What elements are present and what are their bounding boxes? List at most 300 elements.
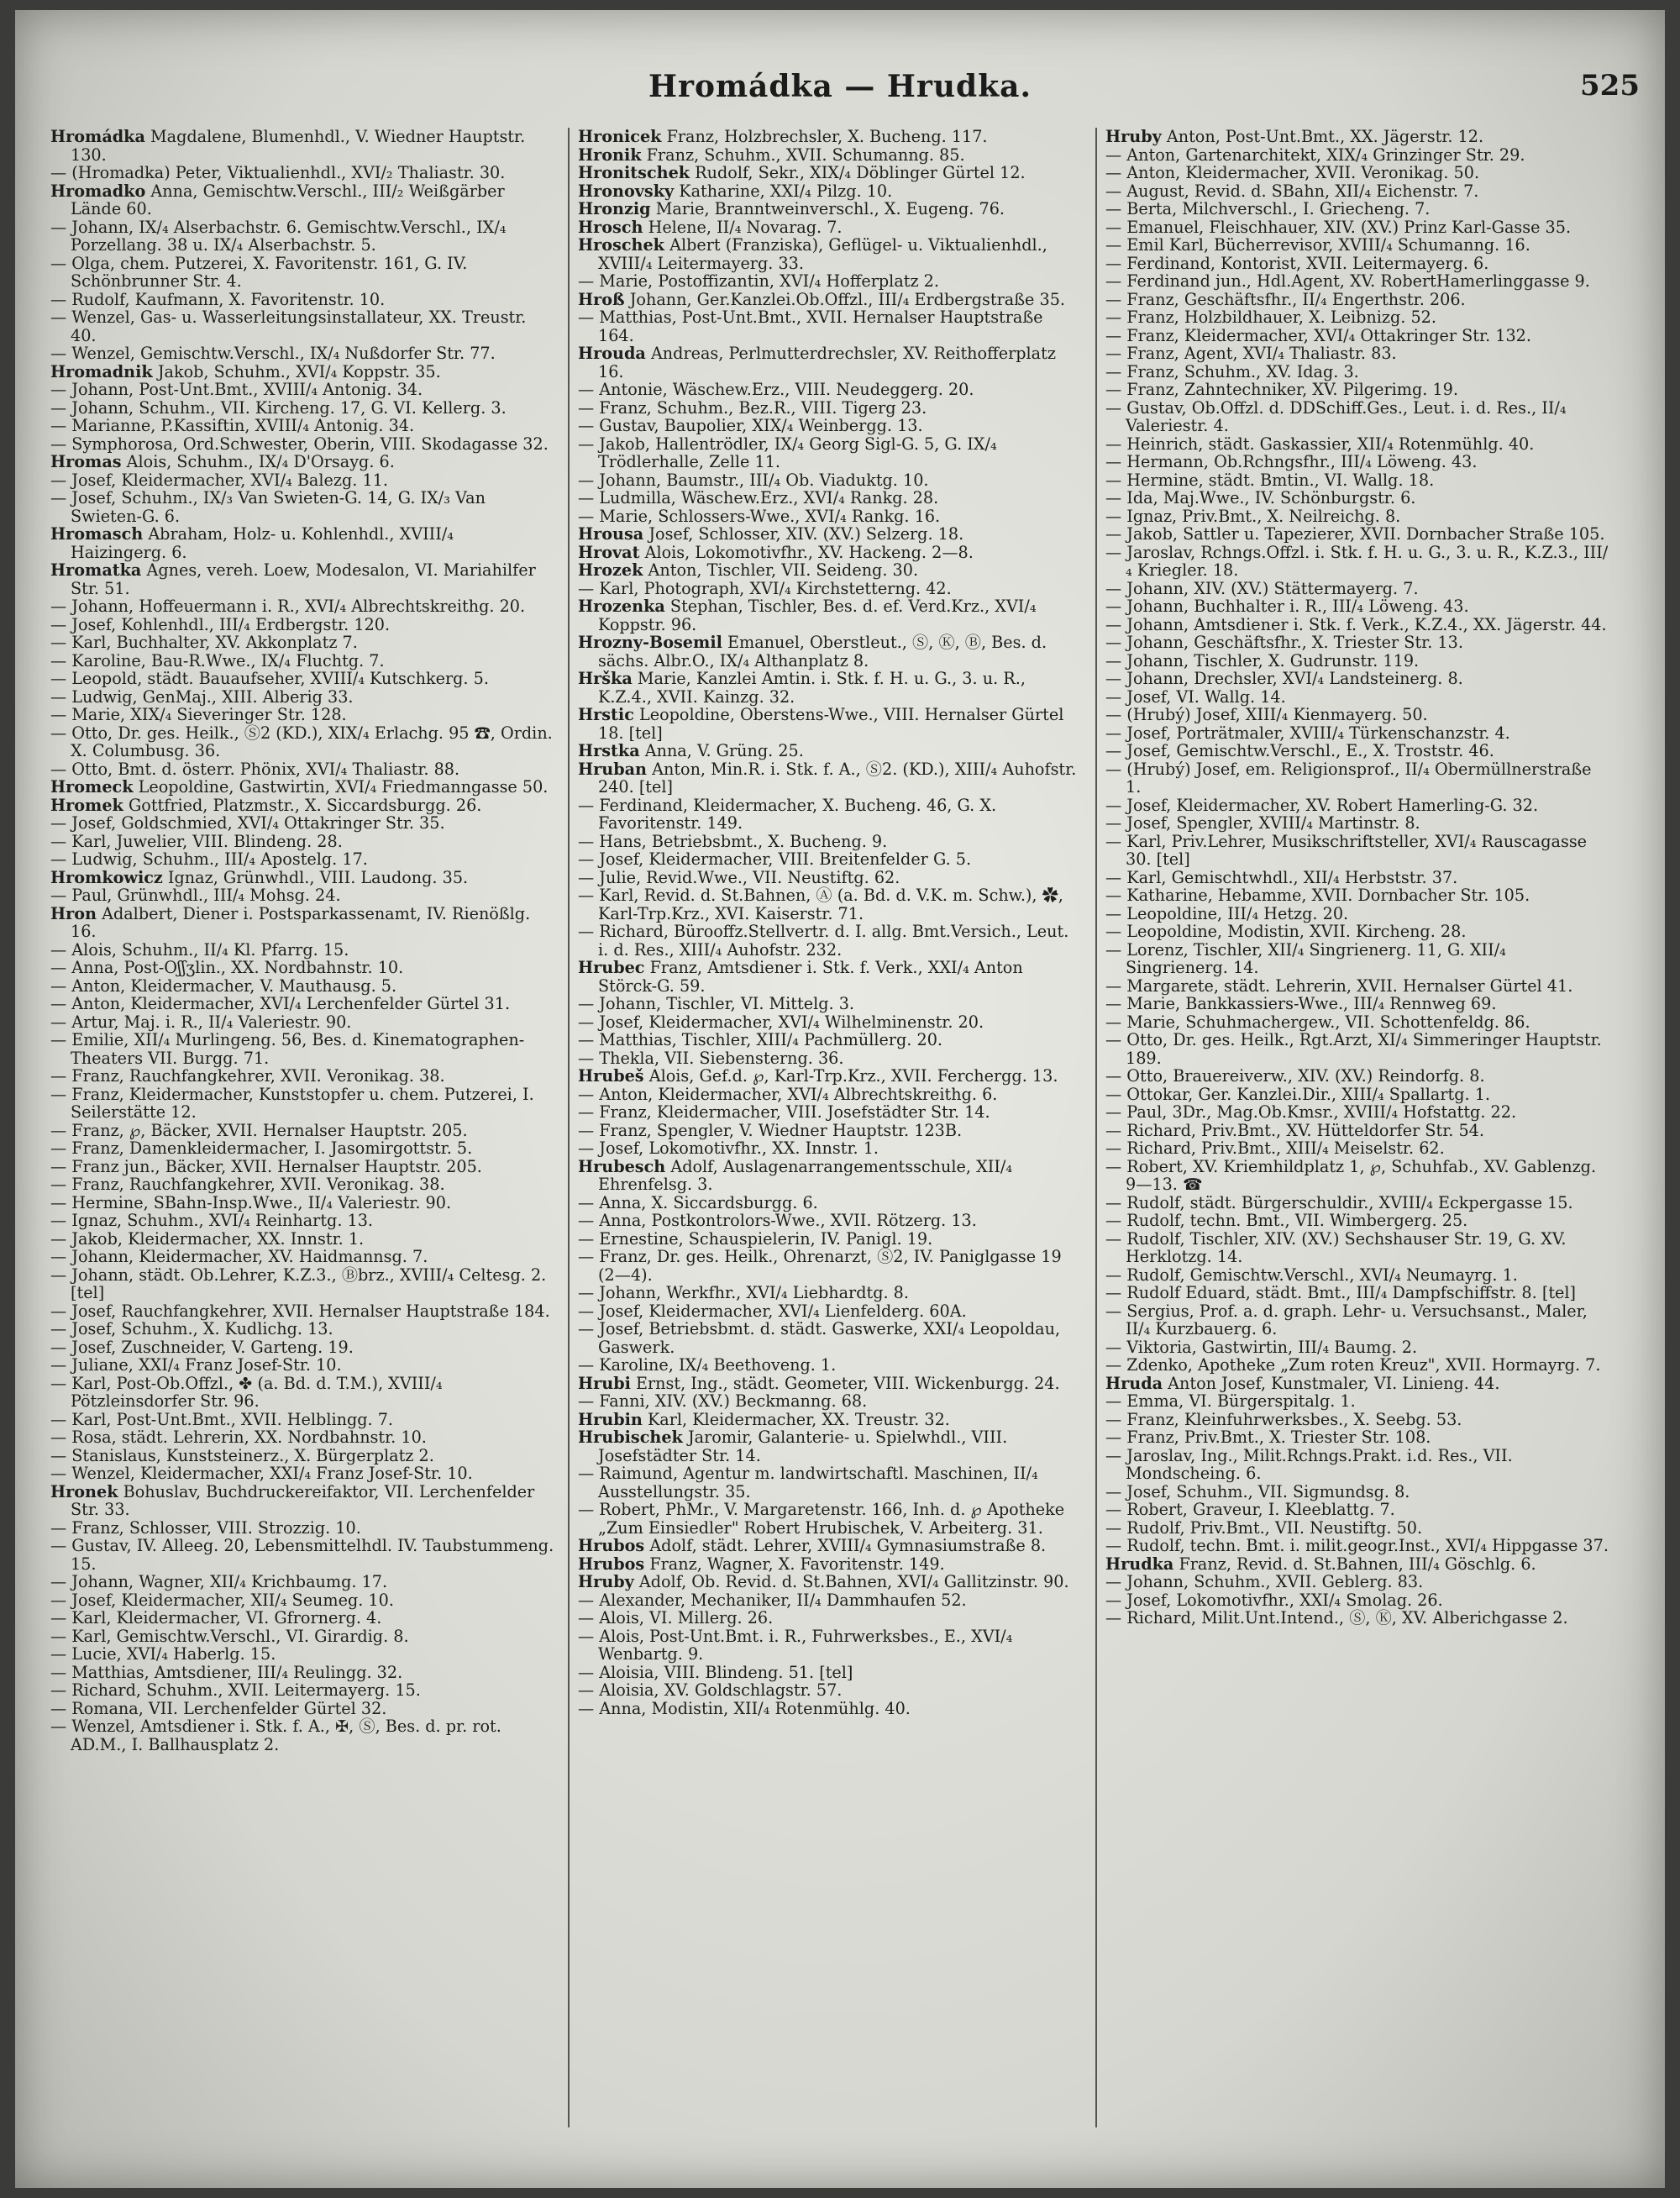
entry-details: Anna, Gemischtw.Verschl., III/₂ Weißgärber Lände 60.	[71, 181, 505, 218]
directory-entry	[578, 435, 1082, 471]
directory-entry	[1105, 580, 1609, 598]
directory-entry	[578, 471, 1082, 490]
directory-entry	[578, 1158, 1082, 1194]
directory-entry	[1105, 1212, 1609, 1230]
entry-details: — Josef, Kleidermacher, XVI/₄ Lienfelderg. 60A.	[578, 1301, 967, 1321]
directory-entry	[1105, 706, 1609, 724]
directory-entry	[578, 291, 1082, 309]
directory-entry	[50, 1067, 554, 1086]
directory-entry	[578, 128, 1082, 146]
entry-details: — Antonie, Wäschew.Erz., VIII. Neudeggerg. 20.	[578, 380, 974, 399]
directory-entry	[50, 1194, 554, 1212]
entry-details: — Franz, Schuhm., XV. Idag. 3.	[1105, 361, 1359, 381]
entry-details: — Johann, Drechsler, XVI/₄ Landsteinerg. 8.	[1105, 669, 1463, 688]
entry-details: — Marianne, P.Kassiftin, XVIII/₄ Antonig. 34.	[50, 416, 415, 435]
entry-details: — Gustav, Baupolier, XIX/₄ Weinbergg. 13.	[578, 416, 923, 435]
entry-details: Rudolf, Sekr., XIX/₄ Döblinger Gürtel 12.	[690, 163, 1026, 182]
directory-entry	[1105, 218, 1609, 237]
entry-details: Ernst, Ing., städt. Geometer, VIII. Wickenburgg. 24.	[630, 1373, 1060, 1393]
directory-entry	[1105, 1411, 1609, 1429]
directory-entry	[50, 218, 554, 255]
directory-entry	[50, 164, 554, 182]
entry-surname: Hrudka	[1105, 1554, 1174, 1574]
entry-details: — Karl, Kleidermacher, VI. Gfrornerg. 4.	[50, 1608, 382, 1627]
entry-details: — Franz jun., Bäcker, XVII. Hernalser Hauptstr. 205.	[50, 1156, 482, 1176]
entry-details: — Josef, Lokomotivfhr., XX. Innstr. 1.	[578, 1138, 879, 1158]
directory-entry	[1105, 544, 1609, 580]
entry-details: Marie, Kanzlei Amtin. i. Stk. f. H. u. G., 3. u. R., K.Z.4., XVII. Kainzg. 32.	[598, 669, 1026, 707]
entry-details: Franz, Amtsdiener i. Stk. f. Verk., XXI/₄ Anton Störck-G. 59.	[598, 958, 1023, 996]
directory-entry	[50, 1230, 554, 1249]
entry-details: — Richard, Bürooffz.Stellvertr. d. I. allg. Bmt.Versich., Leut. i. d. Res., XIII/₄ Auhofstr. 232.	[578, 922, 1069, 960]
directory-entry	[578, 1302, 1082, 1321]
directory-entry	[50, 561, 554, 597]
entry-details: — Rudolf, techn. Bmt., VII. Wimbergerg. 25.	[1105, 1211, 1468, 1230]
directory-entry	[578, 760, 1082, 797]
directory-entry	[578, 1284, 1082, 1302]
entry-details: Anna, V. Grüng. 25.	[639, 741, 804, 760]
entry-details: — Gustav, IV. Alleeg. 20, Lebensmittelhdl. IV. Taubstummeng. 15.	[50, 1536, 554, 1574]
directory-entry	[1105, 507, 1609, 526]
directory-entry	[50, 1375, 554, 1411]
entry-details: — Thekla, VII. Siebensterng. 36.	[578, 1048, 844, 1068]
directory-entry	[1105, 1194, 1609, 1212]
entry-surname: Hrubischek	[578, 1428, 683, 1447]
entry-details: — Karl, Gemischtwhdl., XII/₄ Herbststr. 37.	[1105, 867, 1458, 887]
entry-surname: Hronzig	[578, 199, 651, 218]
entry-surname: Hron	[50, 903, 97, 923]
directory-entry	[1105, 399, 1609, 435]
entry-details: Adolf, Ob. Revid. d. St.Bahnen, XVI/₄ Gallitzinstr. 90.	[633, 1572, 1069, 1591]
entry-details: — Ferdinand, Kontorist, XVII. Leitermayerg. 6.	[1105, 253, 1489, 273]
entry-details: — Jakob, Kleidermacher, XX. Innstr. 1.	[50, 1228, 365, 1249]
directory-entry	[578, 1194, 1082, 1212]
directory-entry	[578, 308, 1082, 344]
entry-surname: Hronicek	[578, 128, 662, 146]
directory-entry	[1105, 381, 1609, 399]
directory-entry	[1105, 1284, 1609, 1302]
directory-entry	[578, 850, 1082, 869]
directory-entry	[50, 1175, 554, 1194]
entry-details: — Franz, Dr. ges. Heilk., Ohrenarzt, Ⓢ2, IV. Paniglgasse 19 (2—4).	[578, 1247, 1062, 1285]
directory-entry	[50, 1464, 554, 1483]
entry-details: Magdalene, Blumenhdl., V. Wiedner Hauptstr. 130.	[71, 128, 526, 165]
entry-details: — Josef, Kleidermacher, VIII. Breitenfelder G. 5.	[578, 849, 972, 869]
entry-details: Anton Josef, Kunstmaler, VI. Linieng. 44.	[1163, 1373, 1500, 1393]
entry-details: Franz, Schuhm., XVII. Schumanng. 85.	[641, 145, 965, 165]
directory-entry	[578, 869, 1082, 887]
directory-entry	[50, 1320, 554, 1338]
directory-entry	[50, 1338, 554, 1357]
entry-details: — Margarete, städt. Lehrerin, XVII. Hernalser Gürtel 41.	[1105, 975, 1573, 996]
entry-details: Ignaz, Grünwhdl., VIII. Laudong. 35.	[162, 867, 469, 887]
entry-details: Stephan, Tischler, Bes. d. ef. Verd.Krz., XVI/₄ Koppstr. 96.	[598, 597, 1037, 634]
entry-details: — Marie, XIX/₄ Sieveringer Str. 128.	[50, 705, 347, 724]
entry-details: — Franz, ℘, Bäcker, XVII. Hernalser Hauptstr. 205.	[50, 1120, 468, 1140]
entry-details: — Karl, Photograph, XVI/₄ Kirchstetterng. 42.	[578, 578, 952, 598]
entry-details: — Rudolf, Gemischtw.Verschl., XVI/₄ Neumayrg. 1.	[1105, 1265, 1518, 1285]
entry-details: — Heinrich, städt. Gaskassier, XII/₄ Rotenmühlg. 40.	[1105, 434, 1535, 454]
entry-details: Adolf, Auslagenarrangementsschule, XII/₄ Ehrenfelsg. 3.	[598, 1156, 1013, 1194]
entry-details: — Josef, Schuhm., X. Kudlichg. 13.	[50, 1319, 333, 1338]
directory-entry	[1105, 255, 1609, 273]
entry-surname: Hrosch	[578, 217, 643, 237]
entry-details: Adolf, städt. Lehrer, XVIII/₄ Gymnasiumstraße 8.	[644, 1536, 1047, 1555]
directory-entry	[578, 182, 1082, 201]
directory-entry	[578, 886, 1082, 923]
directory-entry	[1105, 923, 1609, 941]
entry-details: — Ignaz, Priv.Bmt., X. Neilreichg. 8.	[1105, 506, 1401, 526]
directory-entry	[578, 1681, 1082, 1700]
directory-entry	[50, 1447, 554, 1465]
directory-entry	[1105, 489, 1609, 507]
directory-entry	[578, 1627, 1082, 1664]
entry-details: — Josef, Betriebsbmt. d. städt. Gaswerke, XXI/₄ Leopoldau, Gaswerk.	[578, 1319, 1061, 1357]
directory-entry	[50, 652, 554, 670]
directory-entry	[578, 1591, 1082, 1610]
entry-details: Agnes, vereh. Loew, Modesalon, VI. Mariahilfer Str. 51.	[71, 560, 536, 598]
entry-surname: Hruby	[578, 1572, 634, 1591]
directory-entry	[50, 597, 554, 616]
directory-entry	[578, 1573, 1082, 1591]
entry-details: — Paul, Grünwhdl., III/₄ Mohsg. 24.	[50, 886, 341, 905]
entry-details: — Rudolf, techn. Bmt. i. milit.geogr.Inst., XVI/₄ Hippgasse 37.	[1105, 1536, 1609, 1555]
directory-entry	[1105, 525, 1609, 544]
entry-details: — Robert, XV. Kriemhildplatz 1, ℘, Schuhfab., XV. Gablenzg. 9—13. ☎	[1105, 1156, 1597, 1194]
entry-surname: Hromas	[50, 452, 122, 471]
entry-details: — Katharine, Hebamme, XVII. Dornbacher Str. 105.	[1105, 886, 1530, 905]
directory-entry	[578, 218, 1082, 237]
entry-details: Jakob, Schuhm., XVI/₄ Koppstr. 35.	[152, 361, 441, 381]
entry-details: — Johann, XIV. (XV.) Stättermayerg. 7.	[1105, 578, 1419, 598]
entry-surname: Hrubos	[578, 1536, 645, 1555]
entry-details: — Ignaz, Schuhm., XVI/₄ Reinhartg. 13.	[50, 1211, 374, 1230]
directory-entry	[50, 1591, 554, 1610]
directory-entry	[1105, 742, 1609, 760]
directory-entry	[1105, 1573, 1609, 1591]
entry-details: — Josef, Schuhm., VII. Sigmundsg. 8.	[1105, 1481, 1410, 1501]
directory-entry	[50, 255, 554, 291]
entry-details: Karl, Kleidermacher, XX. Treustr. 32.	[642, 1409, 950, 1429]
entry-details: — Alexander, Mechaniker, II/₄ Dammhaufen 52.	[578, 1590, 967, 1610]
directory-entry	[50, 1031, 554, 1067]
entry-details: Helene, II/₄ Novarag. 7.	[643, 217, 843, 237]
entry-details: — Karl, Priv.Lehrer, Musikschriftsteller, XVI/₄ Rauscagasse 30. [tel]	[1105, 831, 1588, 869]
entry-details: — Jaroslav, Ing., Milit.Rchngs.Prakt. i.d. Res., VII. Mondscheing. 6.	[1105, 1445, 1513, 1483]
directory-entry	[578, 544, 1082, 562]
entry-details: — Lorenz, Tischler, XII/₄ Singrienerg. 11, G. XII/₄ Singrienerg. 14.	[1105, 939, 1506, 977]
entry-details: — Jaroslav, Rchngs.Offzl. i. Stk. f. H. u. G., 3. u. R., K.Z.3., III/₄ Kriegler. 18.	[1105, 542, 1609, 580]
directory-entry	[1105, 471, 1609, 490]
directory-entry	[1105, 616, 1609, 634]
directory-entry	[1105, 1103, 1609, 1122]
entry-details: — Emma, VI. Bürgerspitalg. 1.	[1105, 1391, 1356, 1411]
entry-details: — Robert, PhMr., V. Margaretenstr. 166, Inh. d. ℘ Apotheke „Zum Einsiedler" Robert Hrubischek, V. Arbeiterg. 31.	[578, 1500, 1065, 1538]
entry-details: — Viktoria, Gastwirtin, III/₄ Baumg. 2.	[1105, 1337, 1418, 1357]
entry-surname: Hrstka	[578, 741, 640, 760]
entry-details: — Johann, Werkfhr., XVI/₄ Liebhardtg. 8.	[578, 1283, 909, 1302]
directory-entry	[1105, 344, 1609, 363]
directory-entry	[50, 308, 554, 344]
directory-entry	[1105, 146, 1609, 165]
column-left	[50, 128, 554, 2161]
directory-entry	[50, 1158, 554, 1176]
entry-details: Albert (Franziska), Geflügel- u. Viktualienhdl., XVIII/₄ Leitermayerg. 33.	[598, 235, 1047, 273]
entry-details: Emanuel, Oberstleut., Ⓢ, Ⓚ, Ⓑ, Bes. d. sächs. Albr.O., IX/₄ Althanplatz 8.	[598, 633, 1047, 670]
entry-details: — Ferdinand, Kleidermacher, X. Bucheng. 46, G. X. Favoritenstr. 149.	[578, 795, 997, 833]
directory-entry	[1105, 905, 1609, 923]
entry-details: — Franz, Geschäftsfhr., II/₄ Engerthstr. 206.	[1105, 289, 1466, 309]
entry-details: — Josef, Gemischtw.Verschl., E., X. Troststr. 46.	[1105, 741, 1494, 760]
entry-details: — Hermann, Ob.Rchngsfhr., III/₄ Löweng. 43.	[1105, 452, 1478, 471]
entry-details: — (Hrubý) Josef, XIII/₄ Kienmayerg. 50.	[1105, 705, 1428, 724]
entry-details: — Johann, Post-Unt.Bmt., XVIII/₄ Antonig. 34.	[50, 380, 423, 399]
entry-surname: Hrousa	[578, 524, 644, 544]
directory-entry	[50, 381, 554, 399]
entry-details: — Josef, Lokomotivfhr., XXI/₄ Smolag. 26.	[1105, 1590, 1443, 1610]
directory-entry	[578, 597, 1082, 634]
entry-surname: Hronik	[578, 145, 642, 165]
entry-surname: Hrška	[578, 669, 633, 688]
entry-details: — Ludwig, GenMaj., XIII. Alberig 33.	[50, 686, 354, 707]
directory-entry	[50, 399, 554, 418]
directory-entry	[50, 778, 554, 797]
entry-details: — Karoline, Bau-R.Wwe., IX/₄ Fluchtg. 7.	[50, 650, 385, 670]
entry-details: — Johann, Geschäftsfhr., X. Triester Str. 13.	[1105, 633, 1463, 652]
entry-details: — Otto, Brauereiverw., XIV. (XV.) Reindorfg. 8.	[1105, 1066, 1485, 1086]
directory-entry	[578, 1411, 1082, 1429]
entry-details: — Marie, Postoffizantin, XVI/₄ Hofferplatz 2.	[578, 271, 939, 291]
directory-entry	[1105, 200, 1609, 218]
entry-details: — Ludmilla, Wäschew.Erz., XVI/₄ Rankg. 28.	[578, 488, 939, 507]
directory-entry	[1105, 1338, 1609, 1357]
entry-details: Alois, Gef.d. ℘, Karl-Trp.Krz., XVII. Ferchergg. 13.	[643, 1066, 1058, 1086]
entry-details: — Ludwig, Schuhm., III/₄ Apostelg. 17.	[50, 849, 368, 869]
directory-entry	[1105, 760, 1609, 797]
directory-entry	[1105, 869, 1609, 887]
directory-entry	[50, 833, 554, 851]
entry-details: Josef, Schlosser, XIV. (XV.) Selzerg. 18.	[643, 524, 964, 544]
entry-details: Marie, Branntweinverschl., X. Eugeng. 76.	[650, 199, 1005, 218]
entry-details: — Wenzel, Gas- u. Wasserleitungsinstallateur, XX. Treustr. 40.	[50, 308, 527, 345]
entry-details: — Franz, Agent, XVI/₄ Thaliastr. 83.	[1105, 344, 1397, 363]
directory-entry	[578, 381, 1082, 399]
entry-details: — Anton, Kleidermacher, V. Mauthausg. 5.	[50, 975, 397, 996]
directory-entry	[1105, 236, 1609, 255]
entry-details: — Marie, Schuhmachergew., VII. Schottenfeldg. 86.	[1105, 1012, 1530, 1032]
entry-details: Abraham, Holz- u. Kohlenhdl., XVIII/₄ Haizingerg. 6.	[71, 524, 454, 562]
entry-details: — Jakob, Sattler u. Tapezierer, XVII. Dornbacher Straße 105.	[1105, 524, 1605, 544]
directory-entry	[50, 797, 554, 815]
directory-page	[15, 10, 1665, 2188]
entry-surname: Hronek	[50, 1481, 118, 1501]
entry-details: — Julie, Revid.Wwe., VII. Neustiftg. 62.	[578, 867, 900, 887]
directory-entry	[1105, 688, 1609, 707]
directory-entry	[50, 688, 554, 707]
entry-details: — Franz, Holzbildhauer, X. Leibnizg. 52.	[1105, 308, 1436, 327]
entry-details: Gottfried, Platzmstr., X. Siccardsburgg. 26.	[123, 795, 482, 815]
directory-entry	[578, 706, 1082, 742]
entry-details: — Symphorosa, Ord.Schwester, Oberin, VIII. Skodagasse 32.	[50, 434, 549, 454]
directory-entry	[50, 995, 554, 1013]
entry-details: — Anton, Gartenarchitekt, XIX/₄ Grinzinger Str. 29.	[1105, 145, 1525, 165]
directory-entry	[50, 1411, 554, 1429]
entry-details: Leopoldine, Oberstens-Wwe., VIII. Hernalser Gürtel 18. [tel]	[598, 705, 1064, 743]
entry-details: — Franz, Rauchfangkehrer, XVII. Veronikag. 38.	[50, 1175, 445, 1194]
entry-details: — Marie, Schlossers-Wwe., XVI/₄ Rankg. 16.	[578, 506, 941, 526]
directory-entry	[578, 1049, 1082, 1068]
directory-entry	[50, 182, 554, 218]
directory-entry	[50, 525, 554, 561]
directory-entry	[50, 363, 554, 381]
entry-details: — Alois, VI. Millerg. 26.	[578, 1608, 774, 1627]
directory-entry	[1105, 363, 1609, 381]
entry-details: — Karl, Buchhalter, XV. Akkonplatz 7.	[50, 633, 358, 652]
entry-details: — Juliane, XXI/₄ Franz Josef-Str. 10.	[50, 1355, 342, 1375]
entry-details: — (Hromadka) Peter, Viktualienhdl., XVI/₂ Thaliastr. 30.	[50, 163, 506, 182]
entry-details: Adalbert, Diener i. Postsparkassenamt, IV. Rienößlg. 16.	[71, 903, 531, 941]
directory-entry	[50, 1013, 554, 1032]
entry-details: — Raimund, Agentur m. landwirtschaftl. Maschinen, II/₄ Ausstellungstr. 35.	[578, 1464, 1038, 1501]
directory-entry	[50, 869, 554, 887]
entry-details: — Emilie, XII/₄ Murlingeng. 56, Bes. d. Kinematographen-Theaters VII. Burgg. 71.	[50, 1030, 525, 1068]
directory-entry	[1105, 1501, 1609, 1519]
entry-details: — Leopoldine, III/₄ Hetzg. 20.	[1105, 903, 1349, 923]
directory-entry	[1105, 886, 1609, 905]
directory-entry	[578, 1464, 1082, 1501]
directory-entry	[578, 1356, 1082, 1375]
entry-surname: Hromatka	[50, 560, 142, 580]
directory-entry	[578, 146, 1082, 165]
entry-details: — Johann, Tischler, VI. Mittelg. 3.	[578, 994, 854, 1013]
entry-details: — Johann, Amtsdiener i. Stk. f. Verk., K.Z.4., XX. Jägerstr. 44.	[1105, 614, 1607, 634]
directory-entry	[578, 1501, 1082, 1537]
directory-entry	[578, 1320, 1082, 1356]
entry-surname: Hruby	[1105, 128, 1162, 146]
directory-entry	[1105, 1537, 1609, 1555]
directory-entry	[578, 1375, 1082, 1393]
directory-entry	[50, 471, 554, 490]
directory-entry	[50, 1627, 554, 1646]
directory-entry	[578, 833, 1082, 851]
entry-details: — Aloisia, VIII. Blindeng. 51. [tel]	[578, 1662, 853, 1682]
entry-surname: Hronovsky	[578, 181, 675, 201]
entry-details: — Zdenko, Apotheke „Zum roten Kreuz", XVII. Hormayrg. 7.	[1105, 1355, 1601, 1375]
entry-details: — Ernestine, Schauspielerin, IV. Panigl. 19.	[578, 1228, 933, 1249]
entry-details: — Josef, Kleidermacher, XVI/₄ Balezg. 11.	[50, 470, 388, 490]
column-right	[1105, 128, 1609, 2161]
entry-details: — Johann, IX/₄ Alserbachstr. 6. Gemischtw.Verschl., IX/₄ Porzellang. 38 u. IX/₄ Alserbachstr. 5.	[50, 217, 507, 255]
entry-details: — Johann, Kleidermacher, XV. Haidmannsg. 7.	[50, 1247, 428, 1266]
entry-details: — (Hrubý) Josef, em. Religionsprof., II/₄ Obermüllnerstraße 1.	[1105, 759, 1592, 797]
directory-entry	[1105, 1609, 1609, 1627]
directory-entry	[50, 1302, 554, 1321]
entry-details: — Otto, Bmt. d. österr. Phönix, XVI/₄ Thaliastr. 88.	[50, 759, 460, 779]
entry-details: — Johann, Wagner, XII/₄ Krichbaumg. 17.	[50, 1572, 388, 1591]
entry-surname: Hromkowicz	[50, 867, 163, 887]
directory-entry	[1105, 291, 1609, 309]
directory-entry	[50, 1139, 554, 1158]
entry-details: — Robert, Graveur, I. Kleeblattg. 7.	[1105, 1500, 1395, 1519]
entry-details: — Franz, Damenkleidermacher, I. Jasomirgottstr. 5.	[50, 1138, 473, 1158]
directory-entry	[50, 706, 554, 724]
entry-details: — Johann, städt. Ob.Lehrer, K.Z.3., Ⓑbrz., XVIII/₄ Celtesg. 2. [tel]	[50, 1265, 547, 1302]
directory-entry	[1105, 164, 1609, 182]
entry-details: — Franz, Kleinfuhrwerksbes., X. Seebg. 53.	[1105, 1409, 1462, 1429]
entry-details: — Rudolf, städt. Bürgerschuldir., XVIII/₄ Eckpergasse 15.	[1105, 1192, 1573, 1212]
directory-entry	[50, 1212, 554, 1230]
entry-details: — Paul, 3Dr., Mag.Ob.Kmsr., XVIII/₄ Hofstattg. 22.	[1105, 1102, 1517, 1122]
directory-entry	[50, 1537, 554, 1573]
entry-surname: Hrubesch	[578, 1156, 666, 1176]
directory-entry	[578, 525, 1082, 544]
directory-entry	[1105, 724, 1609, 743]
entry-surname: Hrubi	[578, 1373, 631, 1393]
entry-details: — Anton, Kleidermacher, XVI/₄ Lerchenfelder Gürtel 31.	[50, 994, 511, 1013]
directory-entry	[578, 742, 1082, 760]
directory-entry	[578, 507, 1082, 526]
directory-entry	[50, 453, 554, 471]
page-title: Hromádka — Hrudka.	[648, 69, 1032, 104]
entry-surname: Hromadko	[50, 181, 146, 201]
entry-details: — Rudolf, Tischler, XIV. (XV.) Sechshauser Str. 19, G. XV. Herklotzg. 14.	[1105, 1228, 1567, 1266]
entry-details: — Franz, Rauchfangkehrer, XVII. Veronikag. 38.	[50, 1066, 445, 1086]
entry-details: — Richard, Milit.Unt.Intend., Ⓢ, Ⓚ, XV. Alberichgasse 2.	[1105, 1608, 1568, 1627]
directory-entry	[1105, 634, 1609, 652]
entry-details: — Rudolf, Priv.Bmt., VII. Neustiftg. 50.	[1105, 1517, 1423, 1538]
directory-entry	[578, 634, 1082, 670]
entry-surname: Hrstic	[578, 705, 634, 724]
directory-entry	[50, 1645, 554, 1664]
directory-entry	[50, 128, 554, 164]
directory-entry	[1105, 1555, 1609, 1574]
directory-entry	[1105, 1031, 1609, 1067]
directory-entry	[1105, 1122, 1609, 1140]
entry-details: — Matthias, Post-Unt.Bmt., XVII. Hernalser Hauptstraße 164.	[578, 308, 1043, 345]
directory-entry	[578, 1248, 1082, 1284]
directory-entry	[1105, 1356, 1609, 1375]
directory-entry	[50, 724, 554, 760]
directory-entry	[1105, 308, 1609, 327]
entry-details: — Franz, Kleidermacher, Kunststopfer u. chem. Putzerei, I. Seilerstätte 12.	[50, 1084, 534, 1122]
entry-surname: Hroß	[578, 289, 625, 309]
entry-details: — Josef, Schuhm., IX/₃ Van Swieten-G. 14, G. IX/₃ Van Swieten-G. 6.	[50, 488, 486, 526]
directory-entry	[1105, 1447, 1609, 1483]
entry-details: — Karl, Post-Ob.Offzl., ✤ (a. Bd. d. T.M.), XVIII/₄ Pötzleinsdorfer Str. 96.	[50, 1373, 443, 1411]
entry-details: — Hans, Betriebsbmt., X. Bucheng. 9.	[578, 831, 888, 851]
directory-entry	[1105, 1392, 1609, 1411]
entry-details: — Johann, Buchhalter i. R., III/₄ Löweng. 43.	[1105, 597, 1469, 616]
entry-details: Jaromir, Galanterie- u. Spielwhdl., VIII. Josefstädter Str. 14.	[598, 1428, 1008, 1465]
entry-details: Alois, Schuhm., IX/₄ D'Orsayg. 6.	[121, 452, 395, 471]
directory-entry	[1105, 1428, 1609, 1447]
entry-details: — Ottokar, Ger. Kanzlei.Dir., XIII/₄ Spallartg. 1.	[1105, 1084, 1491, 1104]
entry-surname: Hrozny-Bosemil	[578, 633, 722, 652]
directory-entry	[578, 797, 1082, 833]
entry-surname: Hruda	[1105, 1373, 1163, 1393]
directory-entry	[50, 1122, 554, 1140]
entry-details: — Karl, Gemischtw.Verschl., VI. Girardig. 8.	[50, 1626, 409, 1646]
directory-entry	[578, 995, 1082, 1013]
directory-entry	[578, 272, 1082, 291]
entry-details: Leopoldine, Gastwirtin, XVI/₄ Friedmanngasse 50.	[133, 777, 549, 797]
entry-details: — Johann, Hoffeuermann i. R., XVI/₄ Albrechtskreithg. 20.	[50, 597, 526, 616]
entry-details: — Josef, Porträtmaler, XVIII/₄ Türkenschanzstr. 4.	[1105, 723, 1510, 743]
entry-surname: Hrovat	[578, 542, 640, 562]
directory-entry	[1105, 814, 1609, 833]
directory-entry	[50, 850, 554, 869]
directory-entry	[578, 200, 1082, 218]
